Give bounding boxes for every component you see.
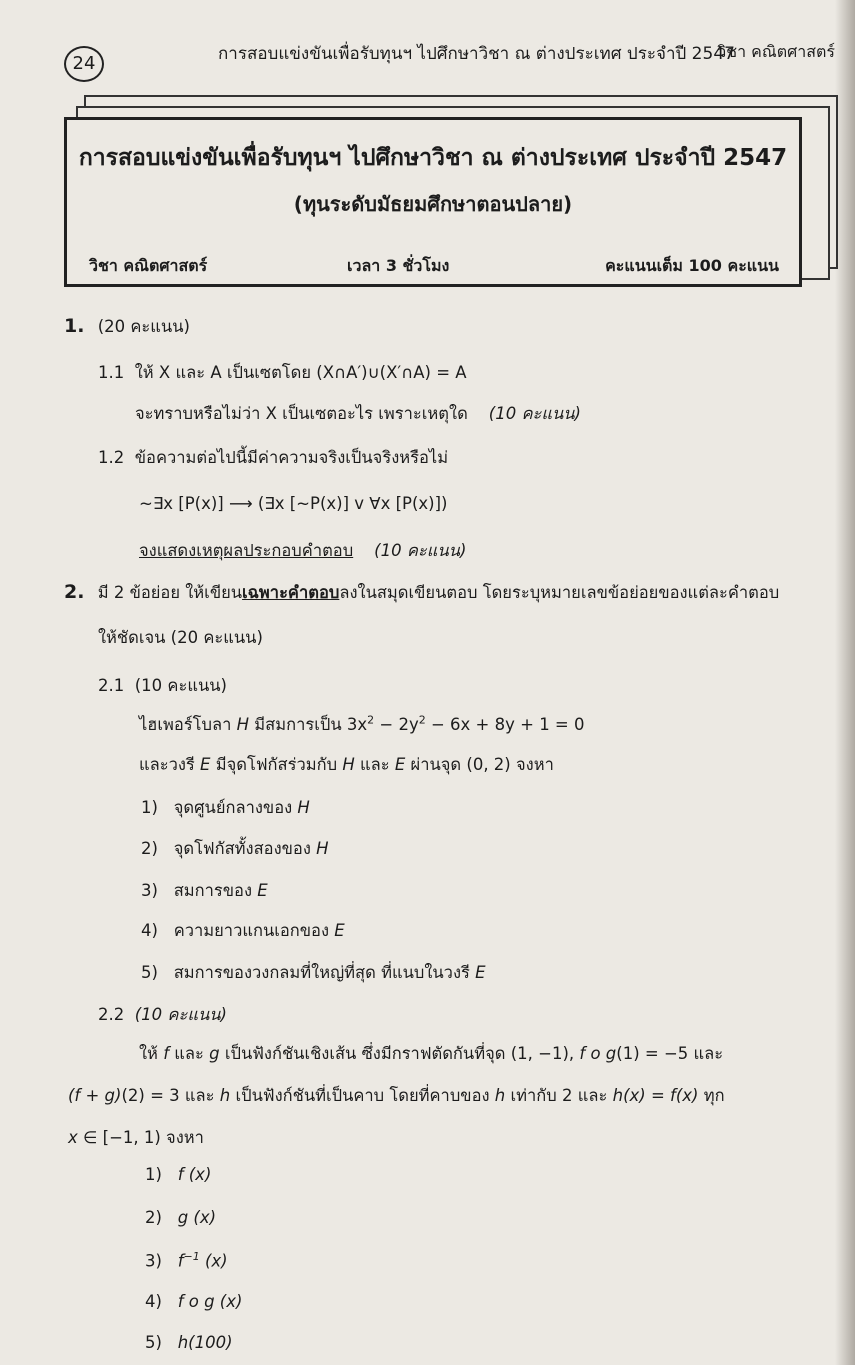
q2-1-var-h2: H — [342, 755, 355, 774]
q2-1-line1 — [139, 712, 585, 738]
q2-1-var-e2: E — [394, 755, 406, 774]
item-expression: h(100) — [177, 1333, 233, 1352]
q2-2-l2-a: (2) = 3 และ — [121, 1086, 215, 1105]
q2-1-number: 2.1 — [98, 676, 125, 695]
item-expression: f — [177, 1251, 184, 1271]
q2-1-eq-c: − 6x + 8y + 1 = 0 — [425, 715, 585, 734]
q1-2-line1 — [98, 445, 448, 471]
q2-2-points: (10 คะแนน) — [134, 1005, 227, 1024]
q2-2-number: 2.2 — [98, 1005, 125, 1024]
q2-1-points: (10 คะแนน) — [134, 676, 227, 695]
q1-1-line2 — [135, 401, 581, 427]
q2-2-line2 — [68, 1083, 725, 1109]
item-var: E — [334, 921, 345, 940]
q2-2-l1-b: และ — [174, 1044, 204, 1063]
title-box — [64, 117, 802, 287]
item-var: H — [297, 798, 310, 817]
q1-number: 1. — [64, 315, 85, 337]
item-superscript: −1 — [183, 1250, 200, 1263]
q2-line2: ให้ชัดเจน (20 คะแนน) — [98, 628, 263, 647]
exam-subject: วิชา คณิตศาสตร์ — [89, 256, 208, 275]
q1-1-line1 — [98, 360, 467, 386]
item-number: 3) — [145, 1251, 162, 1271]
q2-2-item — [145, 1165, 211, 1184]
item-number: 5) — [141, 963, 158, 982]
q2-1-eq-a: มีสมการเป็น 3x — [254, 715, 368, 734]
item-text: จุดศูนย์กลางของ — [173, 798, 293, 817]
q2-1-header — [98, 673, 227, 699]
running-title: การสอบแข่งขันเพื่อรับทุนฯ ไปศึกษาวิชา ณ ต่างประเทศ ประจำปี 2547 — [218, 44, 735, 64]
q2-2-l1-c: เป็นฟังก์ชันเชิงเส้น ซึ่งมีกราฟตัดกันที่จุด (1, −1), — [224, 1044, 575, 1063]
q2-2-var-f: f — [163, 1044, 169, 1063]
q2-2-var-x: x — [68, 1128, 78, 1147]
item-expression-rest: (x) — [199, 1251, 228, 1271]
q2-2-fog: f o g — [579, 1044, 617, 1063]
q2-2-item — [145, 1208, 216, 1227]
item-number: 2) — [145, 1208, 162, 1227]
q2-1-item — [141, 918, 345, 944]
q2-2-l1-d: (1) = −5 และ — [616, 1044, 724, 1063]
q1-1-number: 1.1 — [98, 363, 125, 382]
q2-2-item — [145, 1333, 233, 1352]
q2-2-item — [145, 1292, 242, 1311]
q1-2-number: 1.2 — [98, 448, 125, 467]
q1-1-points: (10 คะแนน) — [488, 404, 581, 423]
q2-1-var-e: E — [200, 755, 211, 774]
q2-2-line3 — [68, 1125, 204, 1151]
item-text: สมการของวงกลมที่ใหญ่ที่สุด ที่แนบในวงรี — [173, 963, 470, 982]
item-text: สมการของ — [173, 881, 252, 900]
q2-2-hx: h(x) = f(x) — [612, 1086, 699, 1105]
q2-2-var-g: g — [209, 1044, 220, 1063]
q2-2-l2-b: เป็นฟังก์ชันที่เป็นคาบ โดยที่คาบของ — [235, 1086, 490, 1105]
q2-1-l2-a: และวงรี — [139, 755, 195, 774]
item-number: 1) — [141, 798, 158, 817]
item-expression: f (x) — [177, 1165, 212, 1184]
page-number: 24 — [64, 46, 104, 82]
q1-points: (20 คะแนน) — [97, 317, 190, 336]
q2-line1 — [64, 580, 779, 606]
q1-2-instruction: จงแสดงเหตุผลประกอบคำตอบ — [139, 541, 354, 560]
q2-1-item — [141, 836, 329, 862]
q2-intro-c: ลงในสมุดเขียนตอบ โดยระบุหมายเลขข้อย่อยของแต่ละคำตอบ — [339, 583, 780, 602]
q2-2-l3-a: ∈ [−1, 1) จงหา — [77, 1128, 204, 1147]
item-number: 3) — [141, 881, 158, 900]
exam-time: เวลา 3 ชั่วโมง — [347, 256, 450, 275]
q2-2-item — [145, 1250, 228, 1271]
q1-2-points: (10 คะแนน) — [374, 541, 467, 560]
q2-2-header — [98, 1002, 227, 1028]
item-var: H — [316, 839, 329, 858]
running-subject: วิชา คณิตศาสตร์ — [717, 42, 835, 61]
item-var: E — [475, 963, 486, 982]
item-var: E — [257, 881, 268, 900]
q2-2-var-h2: h — [494, 1086, 506, 1105]
exam-subtitle: (ทุนระดับมัธยมศึกษาตอนปลาย) — [293, 192, 573, 216]
q2-intro-emphasis: เฉพาะคำตอบ — [242, 583, 340, 602]
q1-2-statement: ข้อความต่อไปนี้มีค่าความจริงเป็นจริงหรือไม่ — [134, 448, 449, 467]
q2-1-exp-a: 2 — [367, 713, 375, 727]
q2-1-text-a: ไฮเพอร์โบลา — [139, 715, 232, 734]
item-expression: g (x) — [177, 1208, 217, 1227]
item-number: 1) — [145, 1165, 162, 1184]
item-number: 4) — [145, 1292, 162, 1311]
q1-header — [64, 314, 190, 340]
q2-1-line2 — [139, 752, 554, 778]
q2-1-l2-d: ผ่านจุด (0, 2) จงหา — [410, 755, 554, 774]
exam-title: การสอบแข่งขันเพื่อรับทุนฯ ไปศึกษาวิชา ณ ต่างประเทศ ประจำปี 2547 — [78, 145, 788, 171]
item-number: 2) — [141, 839, 158, 858]
q2-2-line1 — [139, 1041, 723, 1067]
page-edge-shadow — [835, 0, 855, 1365]
item-text: ความยาวแกนเอกของ — [173, 921, 330, 940]
q2-intro-a: มี 2 ข้อย่อย ให้เขียน — [97, 583, 243, 602]
q2-number: 2. — [64, 581, 85, 603]
item-expression: f o g (x) — [177, 1292, 243, 1311]
q2-1-eq-b: − 2y — [374, 715, 419, 734]
q2-2-fplusg: (f + g) — [68, 1086, 122, 1105]
q2-2-l2-c: เท่ากับ 2 และ — [510, 1086, 608, 1105]
q2-1-var-h: H — [236, 715, 250, 734]
q2-1-item — [141, 878, 268, 904]
item-text: จุดโฟกัสทั้งสองของ — [173, 839, 311, 858]
q1-1-question: จะทราบหรือไม่ว่า X เป็นเซตอะไร เพราะเหตุใด — [135, 404, 468, 423]
q2-1-exp-b: 2 — [418, 713, 426, 727]
q1-2-formula: ~∃x [P(x)] ⟶ (∃x [~P(x)] v ∀x [P(x)]) — [139, 494, 448, 513]
q2-2-var-h: h — [219, 1086, 231, 1105]
q1-2-line3 — [139, 538, 466, 564]
q2-1-l2-b: มีจุดโฟกัสร่วมกับ — [215, 755, 338, 774]
q2-1-item — [141, 795, 310, 821]
exam-score: คะแนนเต็ม 100 คะแนน — [605, 256, 779, 275]
q2-1-item — [141, 960, 486, 986]
item-number: 5) — [145, 1333, 162, 1352]
q2-2-l2-d: ทุก — [703, 1086, 725, 1105]
q1-1-statement: ให้ X และ A เป็นเซตโดย (X∩A′)∪(X′∩A) = A — [134, 363, 467, 382]
q2-1-l2-c: และ — [360, 755, 390, 774]
item-number: 4) — [141, 921, 158, 940]
q2-2-l1-a: ให้ — [139, 1044, 158, 1063]
